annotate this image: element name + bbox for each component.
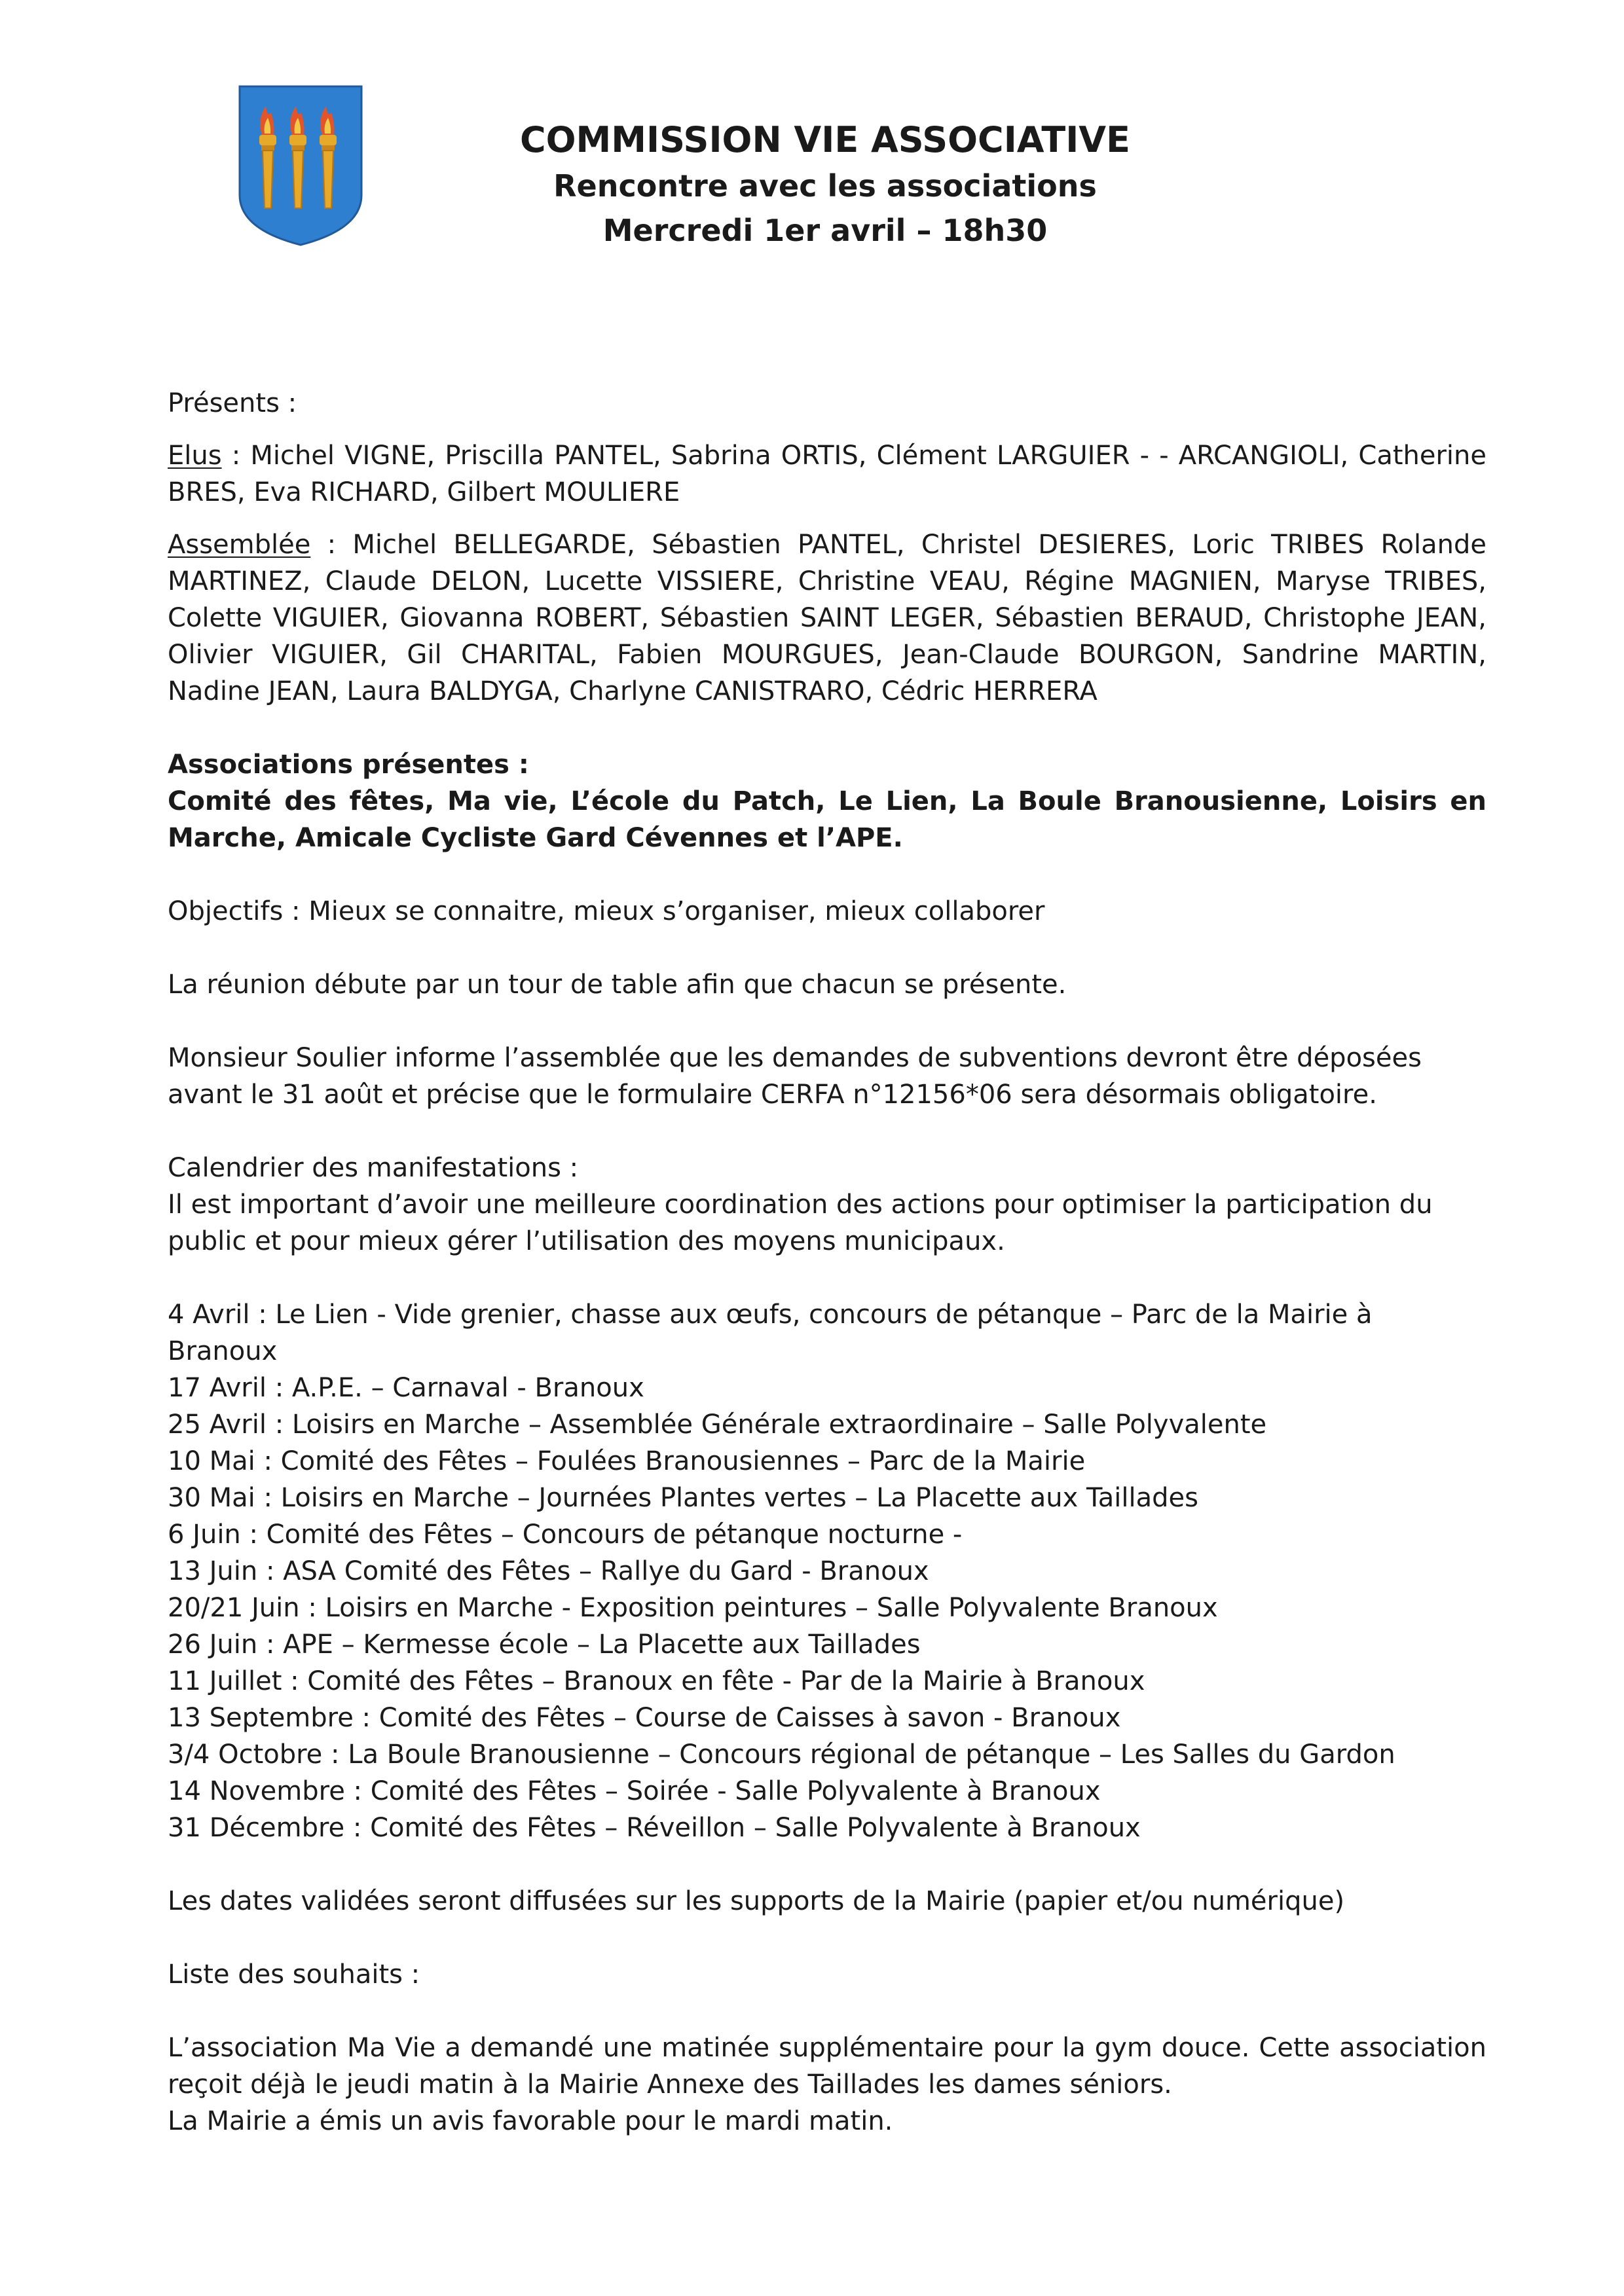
associations-list: Comité des fêtes, Ma vie, L’école du Patch, Le Lien, La Boule Branousienne, Loisirs en Marche, Amicale Cycliste Gard Cévennes et l’APE. [168, 786, 1486, 853]
document-title: COMMISSION VIE ASSOCIATIVE [519, 119, 1130, 160]
event-item: 13 Septembre : Comité des Fêtes – Course de Caisses à savon - Branoux [168, 1703, 1121, 1733]
objectifs: Objectifs : Mieux se connaitre, mieux s’organiser, mieux collaborer [168, 896, 1045, 926]
events-list [168, 1296, 1486, 1846]
event-item: 14 Novembre : Comité des Fêtes – Soirée - Salle Polyvalente à Branoux [168, 1776, 1101, 1806]
event-item: 11 Juillet : Comité des Fêtes – Branoux en fête - Par de la Mairie à Branoux [168, 1666, 1145, 1696]
elus-list: : Michel VIGNE, Priscilla PANTEL, Sabrina ORTIS, Clément LARGUIER - - ARCANGIOLI, Catherine BRES, Eva RICHARD, Gilbert MOULIERE [168, 441, 1486, 507]
assemblee-list: : Michel BELLEGARDE, Sébastien PANTEL, Christel DESIERES, Loric TRIBES Rolande MARTINEZ, Claude DELON, Lucette VISSIERE, Christine VEAU, Régine MAGNIEN, Maryse TRIBES, Colette VIGUIER, Giovanna ROBERT, Sébastien SAINT LEGER, Sébastien BERAUD, Christophe JEAN, Olivier VIGUIER, Gil CHARITAL, Fabien MOURGUES, Jean-Claude BOURGON, Sandrine MARTIN, Nadine JEAN, Laura BALDYGA, Charlyne CANISTRARO, Cédric HERRERA [168, 530, 1486, 706]
document-header [367, 117, 1283, 253]
crest-logo [237, 84, 364, 247]
assemblee-label: Assemblée [168, 530, 311, 560]
tour-de-table: La réunion débute par un tour de table afin que chacun se présente. [168, 970, 1067, 1000]
calendrier-heading: Calendrier des manifestations : [168, 1153, 579, 1183]
event-item: 30 Mai : Loisirs en Marche – Journées Plantes vertes – La Placette aux Taillades [168, 1483, 1198, 1513]
event-item: 25 Avril : Loisirs en Marche – Assemblée Générale extraordinaire – Salle Polyvalente [168, 1410, 1267, 1440]
event-item: 26 Juin : APE – Kermesse école – La Placette aux Taillades [168, 1630, 921, 1660]
elus-label: Elus [168, 441, 222, 471]
event-item: 17 Avril : A.P.E. – Carnaval - Branoux [168, 1373, 644, 1403]
ma-vie-paragraph: L’association Ma Vie a demandé une matinée supplémentaire pour la gym douce. Cette association reçoit déjà le jeudi matin à la Mairie Annexe des Taillades les dames séniors. [168, 2033, 1486, 2100]
subventions-paragraph: Monsieur Soulier informe l’assemblée que les demandes de subventions devront être déposées avant le 31 août et précise que le formulaire CERFA n°12156*06 sera désormais obligatoire. [168, 1043, 1422, 1110]
event-item: 6 Juin : Comité des Fêtes – Concours de pétanque nocturne - [168, 1520, 963, 1550]
document-body [168, 385, 1486, 2140]
calendrier-intro: Il est important d’avoir une meilleure coordination des actions pour optimiser la participation du public et pour mieux gérer l’utilisation des moyens municipaux. [168, 1190, 1433, 1256]
document-subtitle: Rencontre avec les associations [553, 168, 1097, 204]
dates-validees: Les dates validées seront diffusées sur les supports de la Mairie (papier et/ou numérique) [168, 1886, 1345, 1916]
event-item: 10 Mai : Comité des Fêtes – Foulées Branousiennes – Parc de la Mairie [168, 1446, 1086, 1476]
event-item: 20/21 Juin : Loisirs en Marche - Exposition peintures – Salle Polyvalente Branoux [168, 1593, 1218, 1623]
event-item: 4 Avril : Le Lien - Vide grenier, chasse aux œufs, concours de pétanque – Parc de la Mairie à Branoux [168, 1300, 1373, 1366]
elus-paragraph [168, 437, 1486, 511]
souhaits-heading: Liste des souhaits : [168, 1959, 420, 1990]
meeting-date: Mercredi 1er avril – 18h30 [602, 213, 1048, 248]
mairie-avis: La Mairie a émis un avis favorable pour le mardi matin. [168, 2106, 893, 2136]
assemblee-paragraph [168, 526, 1486, 710]
presents-heading: Présents : [168, 388, 297, 418]
event-item: 31 Décembre : Comité des Fêtes – Réveillon – Salle Polyvalente à Branoux [168, 1813, 1141, 1843]
event-item: 3/4 Octobre : La Boule Branousienne – Concours régional de pétanque – Les Salles du Gardon [168, 1740, 1395, 1770]
associations-heading: Associations présentes : [168, 750, 529, 780]
event-item: 13 Juin : ASA Comité des Fêtes – Rallye du Gard - Branoux [168, 1556, 929, 1586]
